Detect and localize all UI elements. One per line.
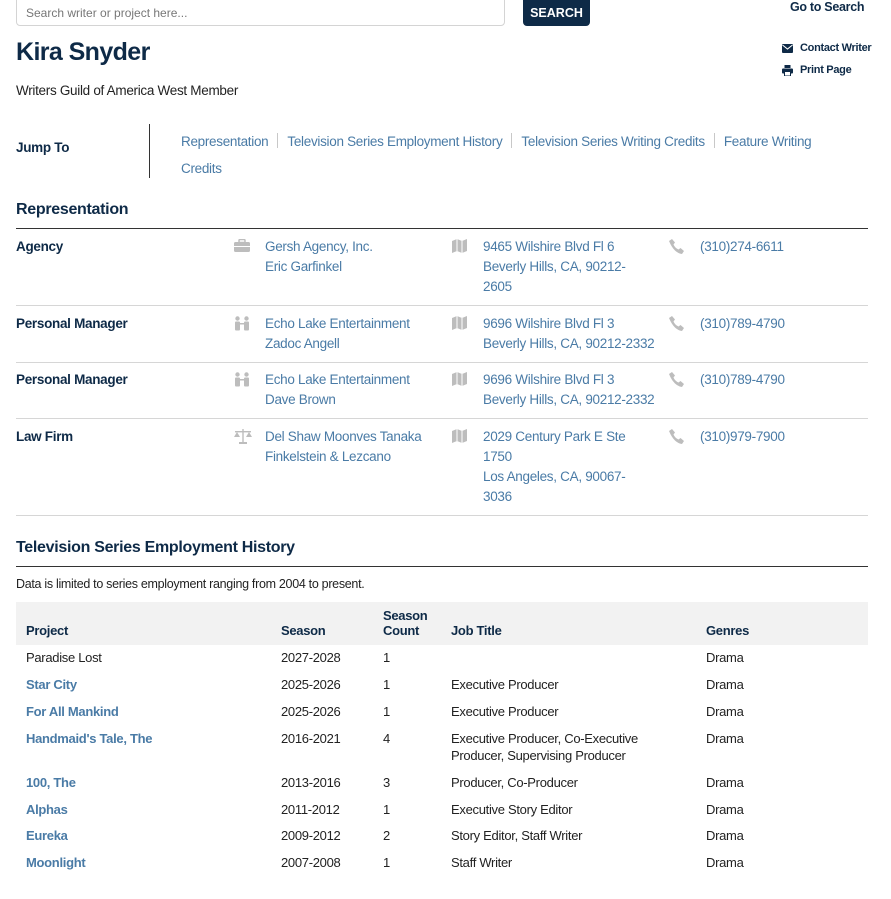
jump-to-divider (149, 124, 150, 178)
writer-name: Kira Snyder (16, 38, 150, 66)
people-icon (234, 316, 250, 331)
jump-link-writing-credits[interactable]: Television Series Writing Credits (521, 134, 705, 149)
project-link[interactable]: Star City (26, 677, 77, 692)
section-divider (16, 228, 868, 229)
season-count: 1 (383, 802, 390, 817)
rep-type: Personal Manager (16, 316, 128, 331)
envelope-icon (782, 44, 793, 53)
representation-heading: Representation (16, 201, 129, 218)
season-count: 1 (383, 677, 390, 692)
print-page-link[interactable] (782, 64, 851, 76)
season-count: 4 (383, 731, 390, 746)
print-page-label: Print Page (800, 64, 852, 76)
rep-address[interactable]: 9696 Wilshire Blvd Fl 3 Beverly Hills, CA, 90212-2332 (483, 372, 655, 407)
employment-heading: Television Series Employment History (16, 539, 295, 556)
genre: Drama (706, 704, 744, 719)
season: 2027-2028 (281, 650, 341, 665)
rep-type: Agency (16, 239, 63, 254)
rep-address[interactable]: 2029 Century Park E Ste 1750 Los Angeles, CA, 90067- 3036 (483, 429, 626, 504)
project-link[interactable]: Handmaid's Tale, The (26, 731, 153, 746)
rep-address[interactable]: 9465 Wilshire Blvd Fl 6 Beverly Hills, CA, 90212- 2605 (483, 239, 626, 294)
jump-to-label: Jump To (16, 140, 70, 155)
printer-icon (782, 65, 793, 76)
rep-agency[interactable]: Del Shaw Moonves Tanaka Finkelstein & Lezcano (265, 429, 422, 464)
jump-link-employment-history[interactable]: Television Series Employment History (287, 134, 503, 149)
column-header-season-count[interactable]: Season Count (383, 608, 428, 638)
map-icon (452, 239, 467, 253)
rep-type: Personal Manager (16, 372, 128, 387)
project-name: Paradise Lost (26, 650, 102, 665)
map-icon (452, 429, 467, 443)
season-count: 1 (383, 704, 390, 719)
season-count: 2 (383, 828, 390, 843)
season: 2016-2021 (281, 731, 341, 746)
season-count: 1 (383, 855, 390, 870)
genre: Drama (706, 802, 744, 817)
search-button[interactable]: SEARCH (523, 0, 590, 26)
map-icon (452, 316, 467, 330)
season: 2009-2012 (281, 828, 341, 843)
project-link[interactable]: Eureka (26, 828, 68, 843)
project-link[interactable]: 100, The (26, 775, 76, 790)
job-title: Executive Producer (451, 704, 559, 719)
genre: Drama (706, 650, 744, 665)
season: 2025-2026 (281, 704, 341, 719)
column-header-genres[interactable]: Genres (706, 623, 750, 638)
link-separator (714, 133, 715, 148)
rep-phone[interactable]: (310)979-7900 (700, 429, 785, 444)
job-title: Story Editor, Staff Writer (451, 828, 583, 843)
phone-icon (669, 372, 684, 387)
genre: Drama (706, 855, 744, 870)
scales-icon (234, 429, 252, 444)
row-divider (16, 305, 868, 306)
job-title: Executive Producer, Co-Executive Producer, Supervising Producer (451, 731, 638, 763)
rep-agency[interactable]: Echo Lake Entertainment Dave Brown (265, 372, 410, 407)
job-title: Producer, Co-Producer (451, 775, 578, 790)
search-input[interactable] (16, 0, 505, 26)
phone-icon (669, 316, 684, 331)
jump-link-representation[interactable]: Representation (181, 134, 269, 149)
employment-note: Data is limited to series employment ranging from 2004 to present. (16, 577, 365, 591)
jump-to-links (181, 128, 821, 182)
job-title: Executive Producer (451, 677, 559, 692)
membership-text: Writers Guild of America West Member (16, 83, 239, 98)
season-count: 3 (383, 775, 390, 790)
rep-address[interactable]: 9696 Wilshire Blvd Fl 3 Beverly Hills, CA, 90212-2332 (483, 316, 655, 351)
rep-phone[interactable]: (310)274-6611 (700, 239, 784, 254)
map-icon (452, 372, 467, 386)
rep-agency[interactable]: Gersh Agency, Inc. Eric Garfinkel (265, 239, 373, 274)
column-header-season[interactable]: Season (281, 623, 326, 638)
row-divider (16, 515, 868, 516)
phone-icon (669, 239, 684, 254)
go-to-search-link[interactable]: Go to Search (790, 0, 865, 14)
rep-type: Law Firm (16, 429, 73, 444)
column-header-project[interactable]: Project (26, 623, 68, 638)
season: 2007-2008 (281, 855, 341, 870)
jump-link-feature-credits[interactable]: Feature Writing Credits (181, 134, 812, 176)
contact-writer-label: Contact Writer (800, 42, 872, 54)
people-icon (234, 372, 250, 387)
job-title: Staff Writer (451, 855, 512, 870)
project-link[interactable]: Moonlight (26, 855, 86, 870)
contact-writer-link[interactable] (782, 42, 871, 54)
phone-icon (669, 429, 684, 444)
season: 2011-2012 (281, 802, 340, 817)
link-separator (277, 133, 278, 148)
row-divider (16, 418, 868, 419)
rep-agency[interactable]: Echo Lake Entertainment Zadoc Angell (265, 316, 410, 351)
rep-phone[interactable]: (310)789-4790 (700, 372, 785, 387)
section-divider (16, 566, 868, 567)
genre: Drama (706, 775, 744, 790)
project-link[interactable]: For All Mankind (26, 704, 119, 719)
column-header-job-title[interactable]: Job Title (451, 623, 502, 638)
season: 2025-2026 (281, 677, 341, 692)
project-link[interactable]: Alphas (26, 802, 68, 817)
job-title: Executive Story Editor (451, 802, 573, 817)
rep-phone[interactable]: (310)789-4790 (700, 316, 785, 331)
genre: Drama (706, 828, 744, 843)
season: 2013-2016 (281, 775, 341, 790)
season-count: 1 (383, 650, 390, 665)
link-separator (511, 133, 512, 148)
row-divider (16, 362, 868, 363)
briefcase-icon (234, 239, 250, 253)
genre: Drama (706, 677, 744, 692)
genre: Drama (706, 731, 744, 746)
